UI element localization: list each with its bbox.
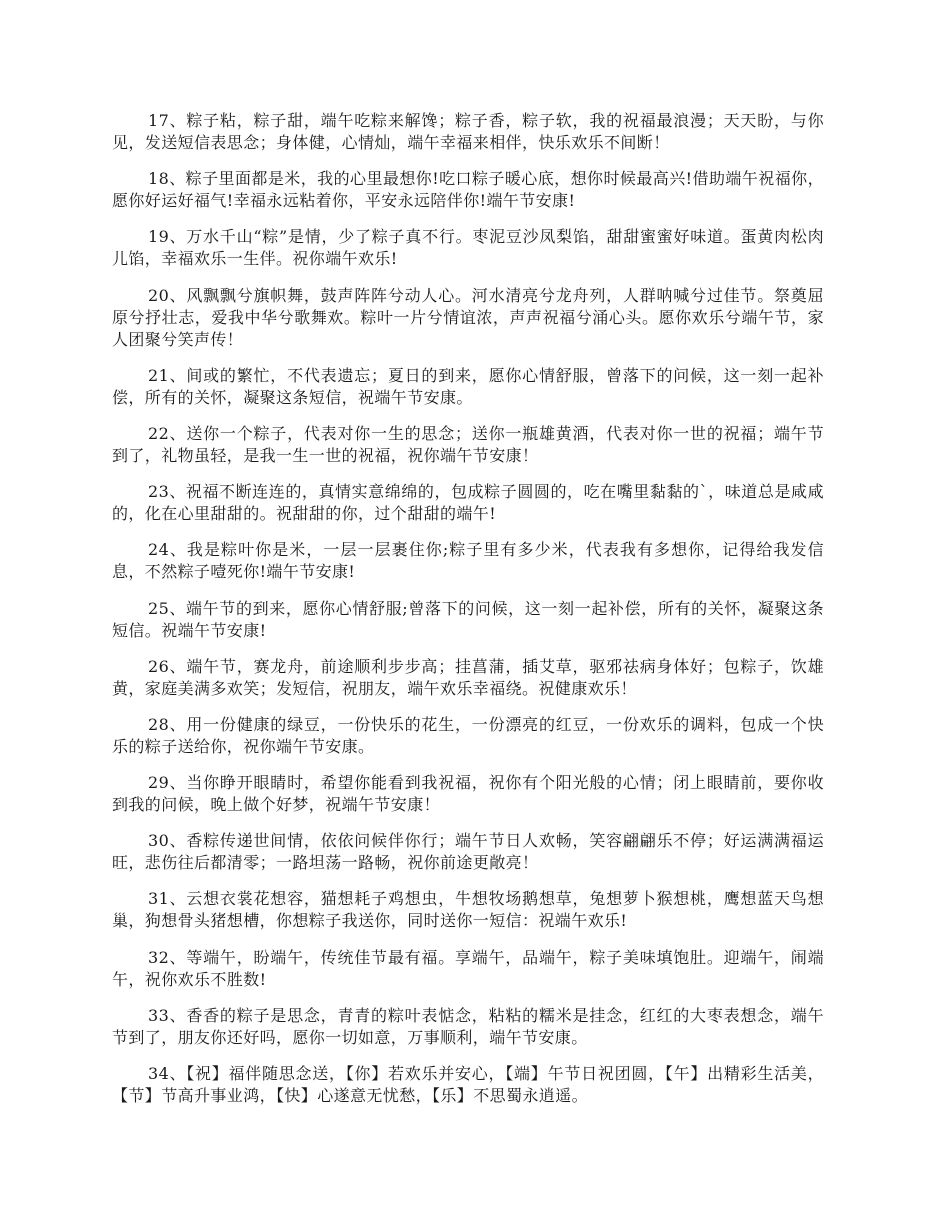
- paragraph-29: 29、当你睁开眼睛时，希望你能看到我祝福，祝你有个阳光般的心情；闭上眼睛前，要你收到我的问候，晚上做个好梦，祝端午节安康！: [112, 773, 824, 815]
- paragraph-25: 25、端午节的到来，愿你心情舒服;曾落下的问候，这一刻一起补偿，所有的关怀，凝聚这条短信。祝端午节安康!: [112, 598, 824, 640]
- paragraph-20: 20、风飘飘兮旗帜舞，鼓声阵阵兮动人心。河水清亮兮龙舟列，人群呐喊兮过佳节。祭奠屈原兮抒壮志，爱我中华兮歌舞欢。粽叶一片兮情谊浓，声声祝福兮涌心头。愿你欢乐兮端午节，家人团聚兮笑声传！: [112, 285, 824, 349]
- document-body: [112, 110, 824, 1121]
- paragraph-34: 34、【祝】福伴随思念送，【你】若欢乐并安心，【端】午节日祝团圆，【午】出精彩生活美，【节】节高升事业鸿，【快】心遂意无忧愁，【乐】不思蜀永逍遥。: [112, 1064, 824, 1105]
- paragraph-21: 21、间或的繁忙，不代表遗忘；夏日的到来，愿你心情舒服，曾落下的问候，这一刻一起补偿，所有的关怀，凝聚这条短信，祝端午节安康。: [112, 365, 824, 407]
- paragraph-31: 31、云想衣裳花想容，猫想耗子鸡想虫，牛想牧场鹅想草，兔想萝卜猴想桃，鹰想蓝天鸟想巢，狗想骨头猪想槽，你想粽子我送你，同时送你一短信：祝端午欢乐!: [112, 889, 824, 931]
- paragraph-18: 18、粽子里面都是米，我的心里最想你!吃口粽子暖心底，想你时候最高兴!借助端午祝福你，愿你好运好福气!幸福永远粘着你，平安永远陪伴你!端午节安康!: [112, 169, 824, 211]
- paragraph-17: 17、粽子粘，粽子甜，端午吃粽来解馋；粽子香，粽子软，我的祝福最浪漫；天天盼，与你见，发送短信表思念；身体健，心情灿，端午幸福来相伴，快乐欢乐不间断！: [112, 111, 824, 152]
- paragraph-33: 33、香香的粽子是思念，青青的粽叶表惦念，粘粘的糯米是挂念，红红的大枣表想念，端午节到了，朋友你还好吗，愿你一切如意，万事顺利，端午节安康。: [112, 1005, 824, 1047]
- paragraph-26: 26、端午节，赛龙舟，前途顺利步步高；挂菖蒲，插艾草，驱邪祛病身体好；包粽子，饮雄黄，家庭美满多欢笑；发短信，祝朋友，端午欢乐幸福绕。祝健康欢乐！: [112, 656, 824, 698]
- paragraph-30: 30、香粽传递世间情，依依问候伴你行；端午节日人欢畅，笑容翩翩乐不停；好运满满福运旺，悲伤往后都清零；一路坦荡一路畅，祝你前途更敞亮！: [112, 831, 824, 873]
- paragraph-19: 19、万水千山“粽”是情，少了粽子真不行。枣泥豆沙凤梨馅，甜甜蜜蜜好味道。蛋黄肉松肉儿馅，幸福欢乐一生伴。祝你端午欢乐!: [112, 227, 824, 269]
- paragraph-28: 28、用一份健康的绿豆，一份快乐的花生，一份漂亮的红豆，一份欢乐的调料，包成一个快乐的粽子送给你，祝你端午节安康。: [112, 714, 824, 756]
- paragraph-22: 22、送你一个粽子，代表对你一生的思念；送你一瓶雄黄酒，代表对你一世的祝福；端午节到了，礼物虽轻，是我一生一世的祝福，祝你端午节安康！: [112, 423, 824, 465]
- paragraph-24: 24、我是粽叶你是米，一层一层裹住你;粽子里有多少米，代表我有多想你，记得给我发信息，不然粽子噎死你!端午节安康!: [112, 540, 824, 582]
- paragraph-23: 23、祝福不断连连的，真情实意绵绵的，包成粽子圆圆的，吃在嘴里黏黏的`，味道总是咸咸的，化在心里甜甜的。祝甜甜的你，过个甜甜的端午!: [112, 482, 824, 524]
- paragraph-32: 32、等端午，盼端午，传统佳节最有福。享端午，品端午，粽子美味填饱肚。迎端午，闹端午，祝你欢乐不胜数!: [112, 947, 824, 989]
